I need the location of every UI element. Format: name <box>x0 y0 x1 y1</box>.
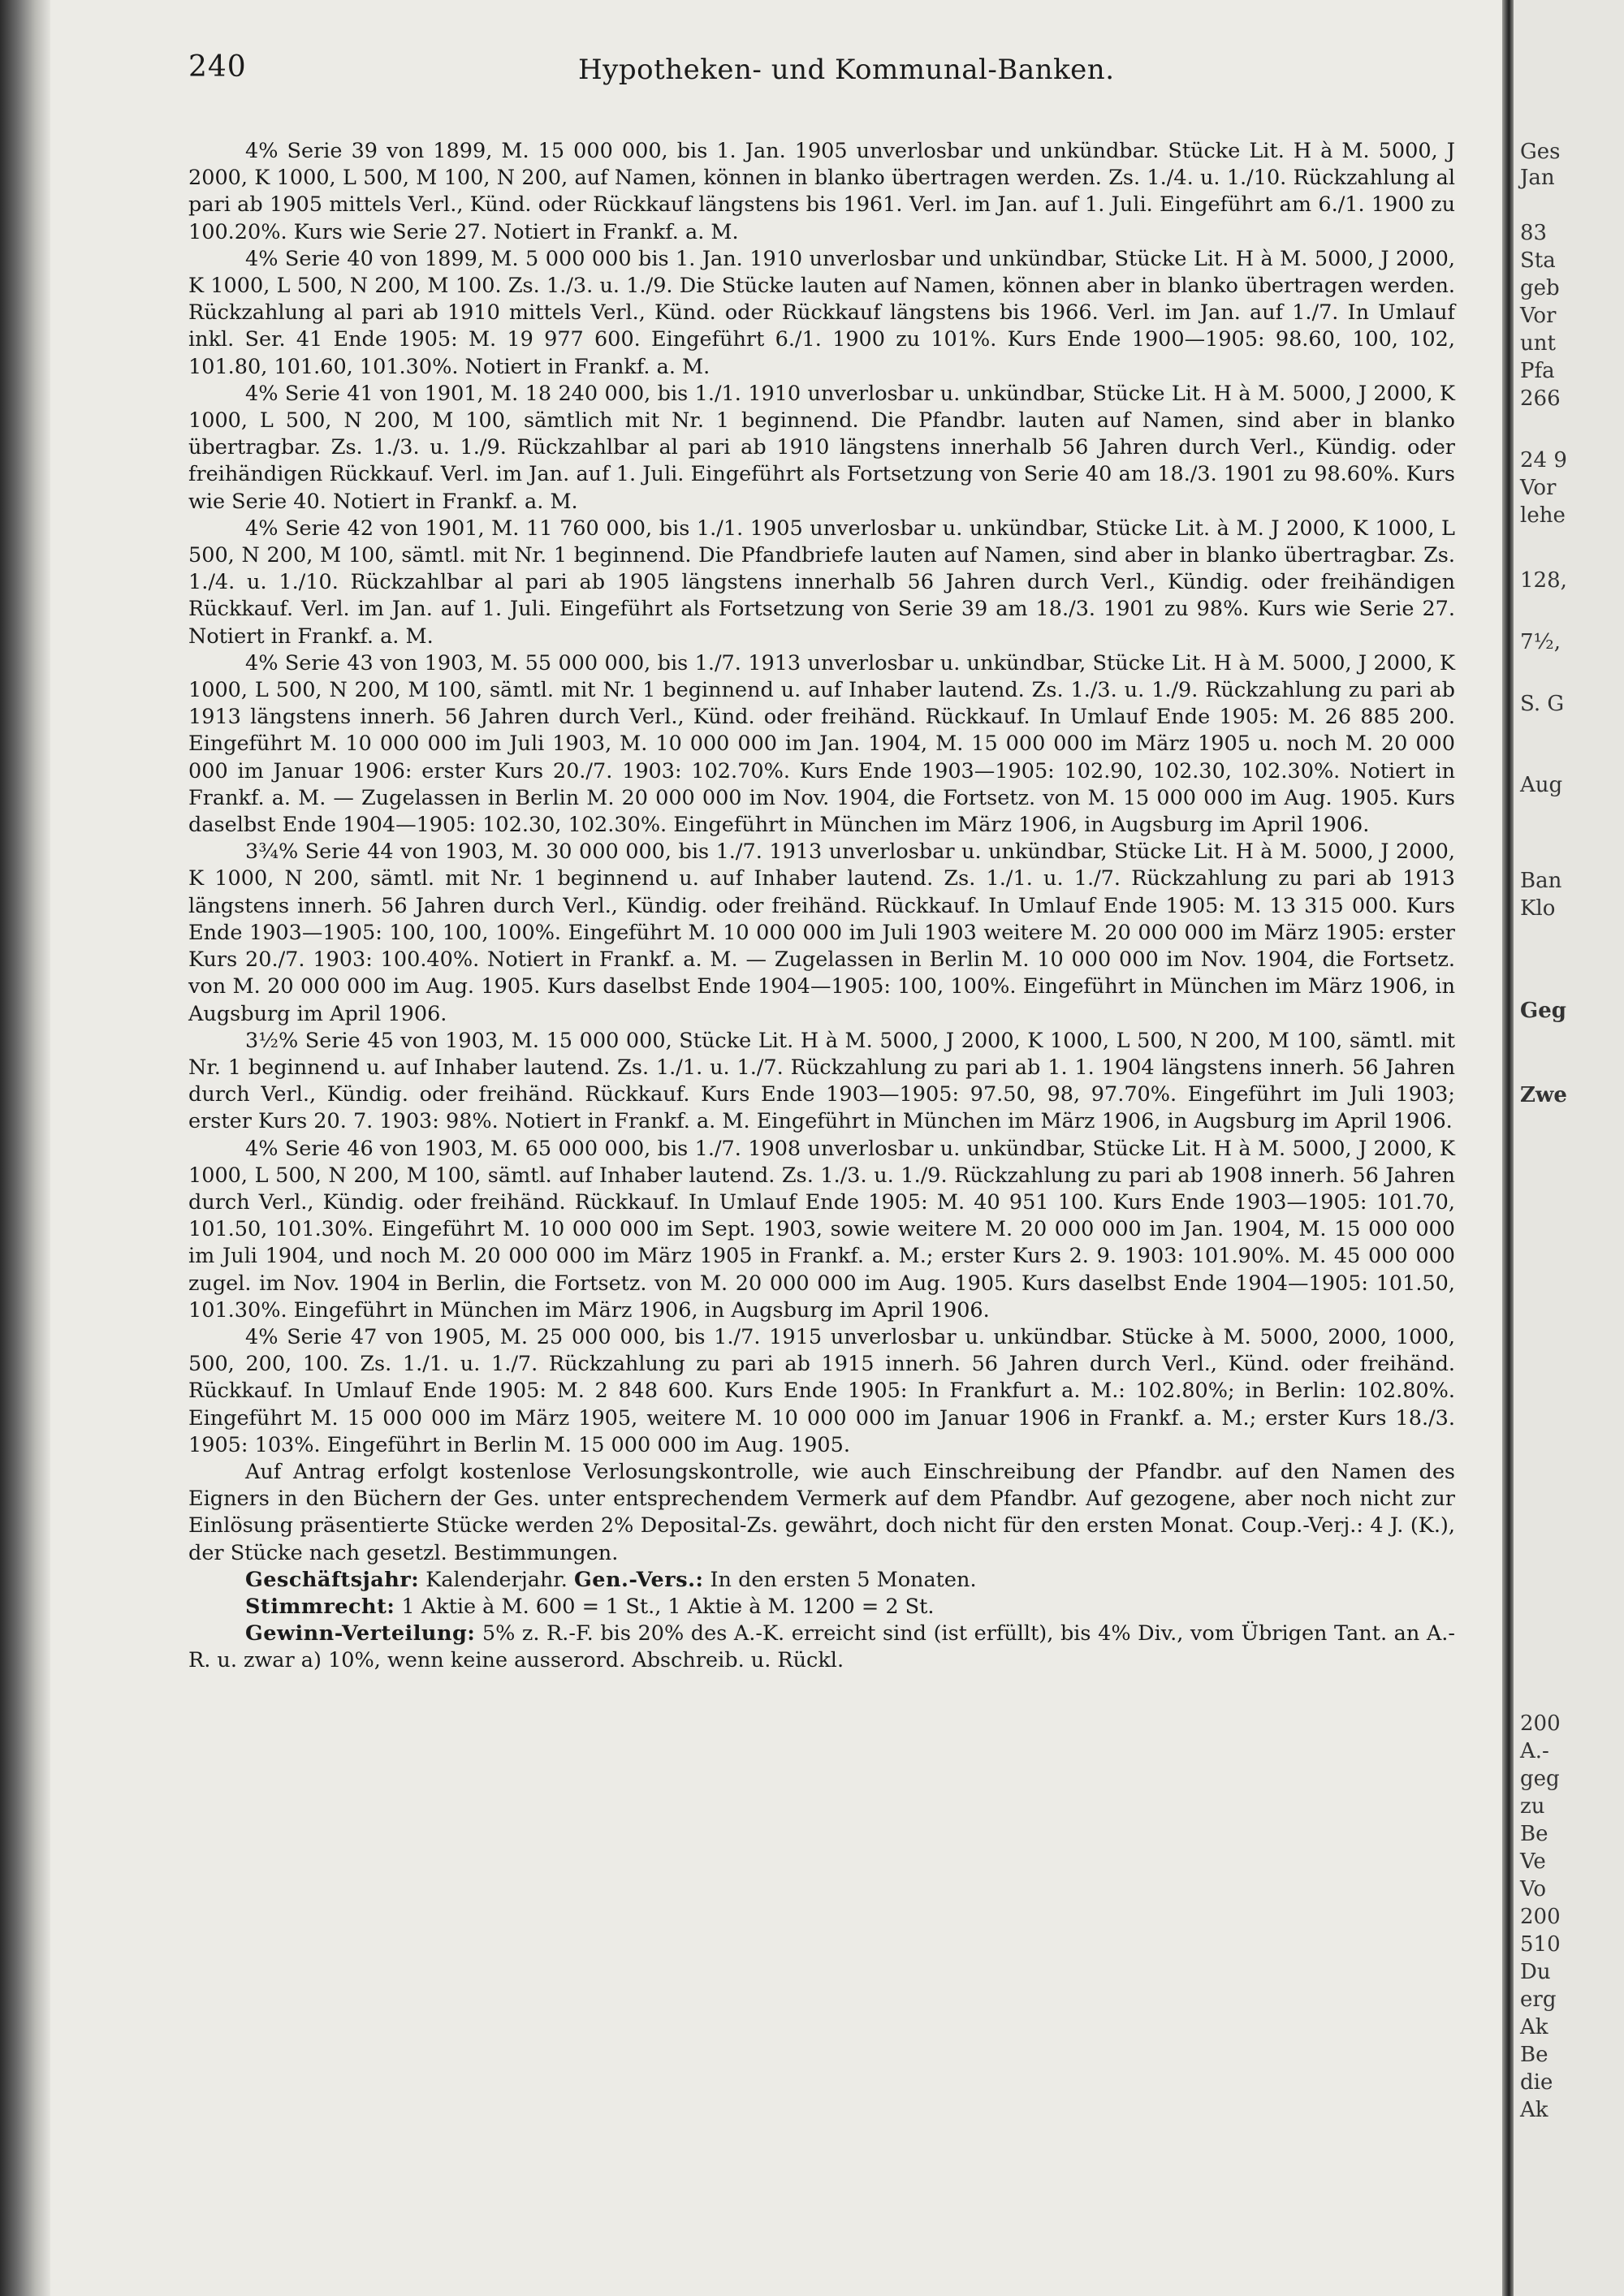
adjacent-fragment: die <box>1520 2070 1553 2095</box>
adjacent-fragment: Pfa <box>1520 359 1555 383</box>
series-entries <box>188 138 1455 1567</box>
adjacent-fragment: Be <box>1520 2043 1548 2067</box>
adjacent-fragment: zu <box>1520 1794 1545 1819</box>
page-fold-shadow <box>1502 0 1514 2296</box>
vote-label: Stimmrecht: <box>245 1594 395 1619</box>
book-binding-shadow <box>0 0 50 2296</box>
fiscal-label: Geschäftsjahr: <box>245 1567 420 1592</box>
adjacent-fragment: Vor <box>1520 476 1557 500</box>
adjacent-fragment: erg <box>1520 1987 1557 2012</box>
series-39-entry: 4% Serie 39 von 1899, M. 15 000 000, bis 1. Jan. 1905 unverlosbar und unkündbar. Stücke Lit. H à M. 5000, J 2000, K 1000, L 500, M 100, N 200, auf Namen, können in blanko übertragen werden. Zs. 1./4. u. 1./10. Rückzahlung al pari ab 1905 mittels Verl., Künd. oder Rückkauf längstens bis 1961. Verl. im Jan. auf 1. Juli. Eingeführt am 6./1. 1900 zu 100.20%. Kurs wie Serie 27. Notiert in Frankf. a. M. <box>188 139 1455 244</box>
adjacent-fragment: 510 <box>1520 1932 1561 1957</box>
profit-line <box>188 1621 1455 1674</box>
adjacent-fragment: 24 9 <box>1520 448 1567 473</box>
company-meta <box>188 1567 1455 1675</box>
page-number: 240 <box>188 50 247 84</box>
gv-value: In den ersten 5 Monaten. <box>710 1567 977 1592</box>
adjacent-fragment: Zwe <box>1520 1083 1567 1107</box>
series-44-entry: 3¾% Serie 44 von 1903, M. 30 000 000, bis 1./7. 1913 unverlosbar u. unkündbar, Stücke Lit. H à M. 5000, J 2000, K 1000, N 200, sämtl. mit Nr. 1 beginnend u. auf Inhaber lautend. Zs. 1./1. u. 1./7. Rückzahlung zu pari ab 1913 längstens innerh. 56 Jahren durch Verl., Kündig. oder freihänd. Rückkauf. In Umlauf Ende 1905: M. 13 315 000. Kurs Ende 1903—1905: 100, 100, 100%. Eingeführt M. 10 000 000 im Juli 1903 weitere M. 20 000 000 im März 1905: erster Kurs 20./7. 1903: 100.40%. Notiert in Frankf. a. M. — Zugelassen in Berlin M. 10 000 000 im Nov. 1904, die Fortsetz. von M. 20 000 000 im Aug. 1905. Kurs daselbst Ende 1904—1905: 100, 100%. Eingeführt in München im März 1906, in Augsburg im April 1906. <box>188 839 1455 1026</box>
adjacent-fragment: 128, <box>1520 568 1567 593</box>
series-42-entry: 4% Serie 42 von 1901, M. 11 760 000, bis 1./1. 1905 unverlosbar u. unkündbar, Stücke Lit. à M. J 2000, K 1000, L 500, N 200, M 100, sämtl. mit Nr. 1 beginnend. Die Pfandbriefe lauten auf Namen, sind aber in blanko übertragbar. Zs. 1./4. u. 1./10. Rückzahlbar al pari ab 1905 längstens innerhalb 56 Jahren durch Verl., Kündig. oder freihändigen Rückkauf. Verl. im Jan. auf 1. Juli. Eingeführt als Fortsetzung von Serie 39 am 18./3. 1901 zu 98%. Kurs wie Serie 27. Notiert in Frankf. a. M. <box>188 516 1455 649</box>
series-46-entry: 4% Serie 46 von 1903, M. 65 000 000, bis 1./7. 1908 unverlosbar u. unkündbar, Stücke Lit. H à M. 5000, J 2000, K 1000, L 500, N 200, M 100, sämtl. auf Inhaber lautend. Zs. 1./3. u. 1./9. Rückzahlung zu pari ab 1908 innerh. 56 Jahren durch Verl., Kündig. oder freihänd. Rückkauf. In Umlauf Ende 1905: M. 40 951 100. Kurs Ende 1903—1905: 101.70, 101.50, 101.30%. Eingeführt M. 10 000 000 im Sept. 1903, sowie weitere M. 20 000 000 im Jan. 1904, M. 15 000 000 im Juli 1904, und noch M. 20 000 000 im März 1905 in Frankf. a. M.; erster Kurs 2. 9. 1903: 101.90%. M. 45 000 000 zugel. im Nov. 1904 in Berlin, die Fortsetz. von M. 20 000 000 im Aug. 1905. Kurs daselbst Ende 1904—1905: 101.50, 101.30%. Eingeführt in München im März 1906, in Augsburg im April 1906. <box>188 1136 1455 1323</box>
document-page <box>188 50 1455 1675</box>
adjacent-fragment: Du <box>1520 1960 1551 1984</box>
adjacent-fragment: Jan <box>1520 166 1555 190</box>
series-47-entry: 4% Serie 47 von 1905, M. 25 000 000, bis 1./7. 1915 unverlosbar u. unkündbar. Stücke à M. 5000, 2000, 1000, 500, 200, 100. Zs. 1./1. u. 1./7. Rückzahlung zu pari ab 1915 innerh. 56 Jahren durch Verl., Künd. oder freihänd. Rückkauf. In Umlauf Ende 1905: M. 2 848 600. Kurs Ende 1905: In Frankfurt a. M.: 102.80%; in Berlin: 102.80%. Eingeführt M. 15 000 000 im März 1905, weitere M. 10 000 000 im Januar 1906 in Frankf. a. M.; erster Kurs 18./3. 1905: 103%. Eingeführt in Berlin M. 15 000 000 im Aug. 1905. <box>188 1324 1455 1457</box>
adjacent-page <box>1514 0 1624 2296</box>
adjacent-fragment: 200 <box>1520 1711 1561 1736</box>
series-40-entry: 4% Serie 40 von 1899, M. 5 000 000 bis 1. Jan. 1910 unverlosbar und unkündbar, Stücke Lit. H à M. 5000, J 2000, K 1000, L 500, N 200, M 100. Zs. 1./3. u. 1./9. Die Stücke lauten auf Namen, können aber in blanko übertragen werden. Rückzahlung al pari ab 1910 mittels Verl., Künd. oder Rückkauf längstens bis 1966. Verl. im Jan. auf 1./7. In Umlauf inkl. Ser. 41 Ende 1905: M. 19 977 600. Eingeführt 6./1. 1900 zu 101%. Kurs Ende 1900—1905: 98.60, 100, 102, 101.80, 101.60, 101.30%. Notiert in Frankf. a. M. <box>188 246 1455 379</box>
fiscal-value: Kalenderjahr. <box>425 1567 568 1592</box>
adjacent-fragment: A.- <box>1520 1739 1549 1763</box>
adjacent-fragment: 266 <box>1520 386 1561 411</box>
adjacent-fragment: Ges <box>1520 140 1561 164</box>
adjacent-fragment: geg <box>1520 1767 1560 1791</box>
series-41-entry: 4% Serie 41 von 1901, M. 18 240 000, bis 1./1. 1910 unverlosbar u. unkündbar, Stücke Lit. H à M. 5000, J 2000, K 1000, L 500, N 200, M 100, sämtlich mit Nr. 1 beginnend. Die Pfandbr. lauten auf Namen, sind aber in blanko übertragbar. Zs. 1./3. u. 1./9. Rückzahlbar al pari ab 1910 längstens innerhalb 56 Jahren durch Verl., Kündig. oder freihändigen Rückkauf. Verl. im Jan. auf 1. Juli. Eingeführt als Fortsetzung von Serie 40 am 18./3. 1901 zu 98.60%. Kurs wie Serie 40. Notiert in Frankf. a. M. <box>188 381 1455 514</box>
adjacent-fragment: Geg <box>1520 999 1566 1023</box>
adjacent-fragment: S. G <box>1520 692 1565 716</box>
adjacent-fragment: Aug <box>1520 773 1563 797</box>
page-header <box>188 50 1455 99</box>
profit-value: 5% z. R.-F. bis 20% des A.-K. erreicht sind (ist erfüllt), bis 4% Div., vom Übrigen Tant. an A.-R. u. zwar a) 10%, wenn keine ausserord. Abschreib. u. Rückl. <box>188 1621 1455 1673</box>
adjacent-fragment: lehe <box>1520 503 1566 528</box>
fiscal-line <box>188 1567 1455 1594</box>
adjacent-fragment: Ak <box>1520 2015 1548 2039</box>
adjacent-fragment: unt <box>1520 331 1556 356</box>
adjacent-fragment: Be <box>1520 1822 1548 1846</box>
adjacent-fragment: geb <box>1520 276 1560 300</box>
adjacent-fragment: 200 <box>1520 1905 1561 1929</box>
running-title: Hypotheken- und Kommunal-Banken. <box>578 54 1115 86</box>
adjacent-fragment: Ban <box>1520 869 1562 893</box>
adjacent-fragment: Klo <box>1520 896 1556 921</box>
adjacent-fragment: Vor <box>1520 304 1557 328</box>
adjacent-fragment: Sta <box>1520 248 1556 273</box>
adjacent-fragment: 83 <box>1520 221 1548 245</box>
vote-line <box>188 1594 1455 1621</box>
adjacent-fragment: Ak <box>1520 2098 1548 2122</box>
gv-label: Gen.-Vers.: <box>573 1567 704 1592</box>
verlosungskontrolle-note: Auf Antrag erfolgt kostenlose Verlosungskontrolle, wie auch Einschreibung der Pfandbr. auf den Namen des Eigners in den Büchern der Ges. unter entsprechendem Vermerk auf dem Pfandbr. Auf gezogene, aber noch nicht zur Einlösung präsentierte Stücke werden 2% Deposital-Zs. gewährt, doch nicht für den ersten Monat. Coup.-Verj.: 4 J. (K.), der Stücke nach gesetzl. Bestimmungen. <box>188 1459 1455 1565</box>
series-43-entry: 4% Serie 43 von 1903, M. 55 000 000, bis 1./7. 1913 unverlosbar u. unkündbar, Stücke Lit. H à M. 5000, J 2000, K 1000, L 500, N 200, M 100, sämtl. mit Nr. 1 beginnend u. auf Inhaber lautend. Zs. 1./3. u. 1./9. Rückzahlung zu pari ab 1913 längstens innerh. 56 Jahren durch Verl., Künd. oder freihänd. Rückkauf. In Umlauf Ende 1905: M. 26 885 200. Eingeführt M. 10 000 000 im Juli 1903, M. 10 000 000 im Jan. 1904, M. 15 000 000 im März 1905 u. noch M. 20 000 000 im Januar 1906: erster Kurs 20./7. 1903: 102.70%. Kurs Ende 1903—1905: 102.90, 102.30, 102.30%. Notiert in Frankf. a. M. — Zugelassen in Berlin M. 20 000 000 im Nov. 1904, die Fortsetz. von M. 15 000 000 im Aug. 1905. Kurs daselbst Ende 1904—1905: 102.30, 102.30%. Eingeführt in München im März 1906, in Augsburg im April 1906. <box>188 650 1455 838</box>
profit-label: Gewinn-Verteilung: <box>245 1621 476 1646</box>
adjacent-fragment: Ve <box>1520 1849 1546 1874</box>
adjacent-fragment: 7½, <box>1520 630 1561 654</box>
series-45-entry: 3½% Serie 45 von 1903, M. 15 000 000, Stücke Lit. H à M. 5000, J 2000, K 1000, L 500, N 200, M 100, sämtl. mit Nr. 1 beginnend u. auf Inhaber lautend. Zs. 1./1. u. 1./7. Rückzahlung zu pari ab 1. 1. 1904 längstens innerh. 56 Jahren durch Verl., Kündig. oder freihänd. Rückkauf. Kurs Ende 1903—1905: 97.50, 98, 97.70%. Eingeführt im Juli 1903; erster Kurs 20. 7. 1903: 98%. Notiert in Frankf. a. M. Eingeführt in München im März 1906, in Augsburg im April 1906. <box>188 1028 1455 1134</box>
adjacent-fragment: Vo <box>1520 1877 1547 1901</box>
vote-value: 1 Aktie à M. 600 = 1 St., 1 Aktie à M. 1200 = 2 St. <box>401 1594 935 1619</box>
